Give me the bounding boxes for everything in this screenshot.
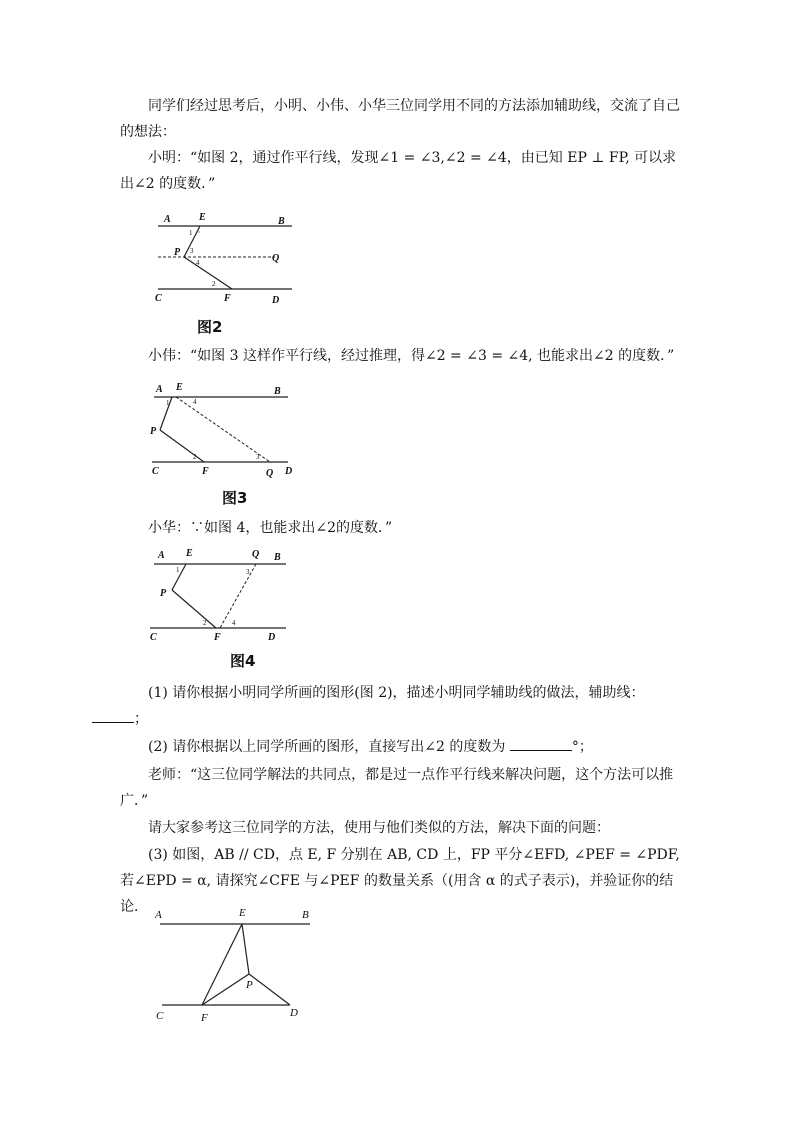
prompt-text: 请大家参考这三位同学的方法，使用与他们类似的方法，解决下面的问题： bbox=[148, 820, 610, 836]
fig3-label-Q: Q bbox=[266, 468, 274, 479]
question-2-answer-blank[interactable] bbox=[510, 734, 572, 751]
question-2-tail: °； bbox=[571, 739, 593, 755]
question-2-text: (2) 请你根据以上同学所画的图形，直接写出∠2 的度数为 bbox=[148, 739, 506, 755]
figure-4 bbox=[146, 546, 296, 651]
fig4-label-B: B bbox=[274, 552, 281, 563]
fig3-label-F: F bbox=[202, 466, 209, 477]
fig5-label-F: F bbox=[201, 1012, 208, 1024]
xiaoming-text: 小明：“如图 2，通过作平行线，发现∠1 = ∠3,∠2 = ∠4，由已知 EP ⊥ FP, 可以求出∠2 的度数．” bbox=[120, 150, 677, 192]
fig2-label-C: C bbox=[155, 293, 162, 304]
fig2-label-P: P bbox=[174, 247, 181, 258]
question-1-text: (1) 请你根据小明同学所画的图形(图 2)，描述小明同学辅助线的做法，辅助线： bbox=[148, 685, 645, 701]
figure-4-caption: 图4 bbox=[230, 652, 256, 670]
fig4-label-D: D bbox=[268, 632, 276, 643]
fig5-label-C: C bbox=[156, 1010, 164, 1022]
fig3-label-P: P bbox=[150, 426, 157, 437]
question-1 bbox=[120, 680, 680, 732]
fig2-label-E: E bbox=[199, 212, 206, 223]
fig2-label-A: A bbox=[164, 214, 171, 225]
fig5-label-E: E bbox=[239, 907, 246, 919]
figure-2 bbox=[150, 205, 300, 310]
fig2-angle-4: 4 bbox=[196, 259, 200, 267]
fig2-label-Q: Q bbox=[272, 253, 280, 264]
fig4-label-A: A bbox=[158, 550, 165, 561]
question-1-answer-blank[interactable] bbox=[92, 706, 134, 723]
question-2 bbox=[120, 734, 680, 760]
fig2-angle-3: 3 bbox=[190, 247, 194, 255]
fig4-label-F: F bbox=[214, 632, 221, 643]
fig5-label-B: B bbox=[302, 909, 309, 921]
fig3-label-C: C bbox=[152, 466, 159, 477]
fig5-label-P: P bbox=[246, 979, 253, 991]
fig2-label-F: F bbox=[224, 293, 231, 304]
xiaohua-text: 小华：∵如图 4，也能求出∠2的度数．” bbox=[148, 520, 393, 536]
question-3: (3) 如图，AB // CD，点 E, F 分别在 AB, CD 上，FP 平分∠EFD, ∠PEF = ∠PDF, 若∠EPD = α, 请探究∠CFE 与∠PEF 的数量关系（(用含 α 的式子表示)，并验证你的结论． bbox=[120, 847, 680, 915]
fig4-label-C: C bbox=[150, 632, 157, 643]
figure-3-caption: 图3 bbox=[222, 489, 248, 507]
figure-5 bbox=[150, 902, 330, 1027]
fig5-label-A: A bbox=[155, 909, 162, 921]
fig3-angle-2: 2 bbox=[193, 453, 197, 461]
fig3-angle-1: 1 bbox=[166, 399, 170, 407]
fig5-label-D: D bbox=[290, 1007, 298, 1019]
fig2-angle-1: 1 bbox=[189, 229, 193, 237]
figure-2-caption: 图2 bbox=[197, 318, 223, 336]
teacher-text: 老师：“这三位同学解法的共同点，都是过一点作平行线来解决问题，这个方法可以推广．” bbox=[120, 767, 674, 809]
fig4-angle-4: 4 bbox=[232, 619, 236, 627]
fig4-label-P: P bbox=[160, 588, 167, 599]
fig3-angle-4: 4 bbox=[193, 398, 197, 406]
fig3-label-D: D bbox=[285, 466, 293, 477]
figure-3 bbox=[146, 378, 296, 483]
intro-text: 同学们经过思考后，小明、小伟、小华三位同学用不同的方法添加辅助线，交流了自己的想法： bbox=[120, 98, 680, 140]
fig3-label-E: E bbox=[176, 382, 183, 393]
fig4-angle-3: 3 bbox=[246, 568, 250, 576]
fig2-label-B: B bbox=[278, 216, 285, 227]
question-1-tail: ； bbox=[134, 711, 148, 727]
fig2-label-D: D bbox=[272, 295, 280, 306]
fig4-angle-1: 1 bbox=[176, 566, 180, 574]
fig2-angle-2: 2 bbox=[212, 280, 216, 288]
fig4-label-E: E bbox=[186, 548, 193, 559]
fig4-angle-2: 2 bbox=[203, 619, 207, 627]
xiaowei-text: 小伟：“如图 3 这样作平行线，经过推理，得∠2 = ∠3 = ∠4, 也能求出∠2 的度数．” bbox=[148, 348, 675, 364]
fig3-angle-3: 3 bbox=[256, 453, 260, 461]
fig3-label-B: B bbox=[274, 386, 281, 397]
fig4-label-Q: Q bbox=[252, 549, 260, 560]
fig3-label-A: A bbox=[156, 384, 163, 395]
